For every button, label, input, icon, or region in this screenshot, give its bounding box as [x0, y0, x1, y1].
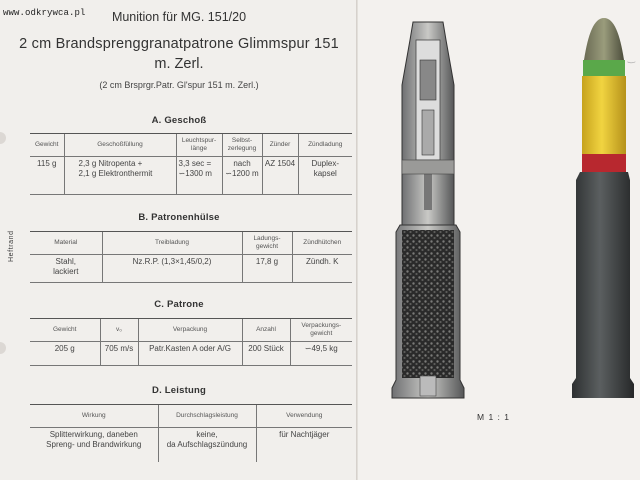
table-cell: Stahl, lackiert: [30, 255, 102, 283]
table-cell: 17,8 g: [242, 255, 292, 283]
header-cell: Verpackung: [138, 319, 242, 342]
table-cell: Duplex- kapsel: [298, 157, 352, 195]
cartridge-abbreviation: (2 cm Brsprgr.Patr. Gl'spur 151 m. Zerl.): [99, 80, 259, 90]
table-cell: 705 m/s: [100, 342, 138, 366]
cartridge-illustrations: [358, 0, 640, 480]
header-cell: Anzahl: [242, 319, 290, 342]
table-cell: 2,3 g Nitropenta + 2,1 g Elektronthermit: [64, 157, 176, 195]
header-cell: Selbst- zerlegung: [222, 134, 262, 157]
watermark: www.odkrywca.pl: [3, 8, 86, 18]
table-patronenhuelse: [30, 231, 352, 283]
sectioned-cartridge: [392, 22, 464, 398]
pencil-mark: ‿: [628, 54, 636, 64]
table-cell: nach ∽1200 m: [222, 157, 262, 195]
header-cell: Zündhütchen: [292, 232, 352, 255]
header-cell: Ladungs- gewicht: [242, 232, 292, 255]
header-cell: Durchschlagsleistung: [158, 405, 256, 428]
table-cell: keine, da Aufschlagszündung: [158, 428, 256, 462]
header-cell: Wirkung: [30, 405, 158, 428]
punch-hole: [0, 342, 6, 354]
table-cell: AZ 1504: [262, 157, 298, 195]
cartridge-name-suffix: m. Zerl.: [154, 56, 204, 72]
table-cell: 115 g: [30, 157, 64, 195]
header-cell: Verpackungs- gewicht: [290, 319, 352, 342]
table-patrone: [30, 318, 352, 366]
header-cell: Gewicht: [30, 134, 64, 157]
header-cell: Zünder: [262, 134, 298, 157]
header-cell: v₀: [100, 319, 138, 342]
document-title: Munition für MG. 151/20: [111, 10, 247, 24]
section-heading-patronenhuelse: B. Patronenhülse: [138, 212, 220, 223]
table-cell: für Nachtjäger: [256, 428, 352, 462]
table-cell: Zündh. K: [292, 255, 352, 283]
table-cell: 205 g: [30, 342, 100, 366]
header-cell: Leuchtspur- länge: [176, 134, 222, 157]
table-cell: ∽49,5 kg: [290, 342, 352, 366]
right-page: [358, 0, 640, 480]
binding-margin-label: Heftrand: [8, 230, 15, 262]
section-heading-leistung: D. Leistung: [152, 385, 206, 396]
header-cell: Treibladung: [102, 232, 242, 255]
table-cell: 200 Stück: [242, 342, 290, 366]
table-cell: Patr.Kasten A oder A/G: [138, 342, 242, 366]
exterior-cartridge: [572, 18, 634, 398]
table-leistung: [30, 404, 352, 462]
header-cell: Gewicht: [30, 319, 100, 342]
table-cell: Nz.R.P. (1,3×1,45/0,2): [102, 255, 242, 283]
header-cell: Geschoßfüllung: [64, 134, 176, 157]
table-geschoss: [30, 133, 352, 195]
table-cell: Splitterwirkung, daneben Spreng- und Brandwirkung: [46, 430, 142, 449]
header-cell: Material: [30, 232, 102, 255]
table-cell: 3,3 sec = ∽1300 m: [176, 157, 222, 195]
section-heading-geschoss: A. Geschoß: [151, 115, 207, 126]
cartridge-name: 2 cm Brandsprenggranatpatrone Glimmspur 151: [19, 36, 339, 52]
scale-label: M 1 : 1: [477, 412, 510, 422]
header-cell: Verwendung: [256, 405, 352, 428]
header-cell: Zündladung: [298, 134, 352, 157]
section-heading-patrone: C. Patrone: [154, 299, 204, 310]
punch-hole: [0, 132, 6, 144]
